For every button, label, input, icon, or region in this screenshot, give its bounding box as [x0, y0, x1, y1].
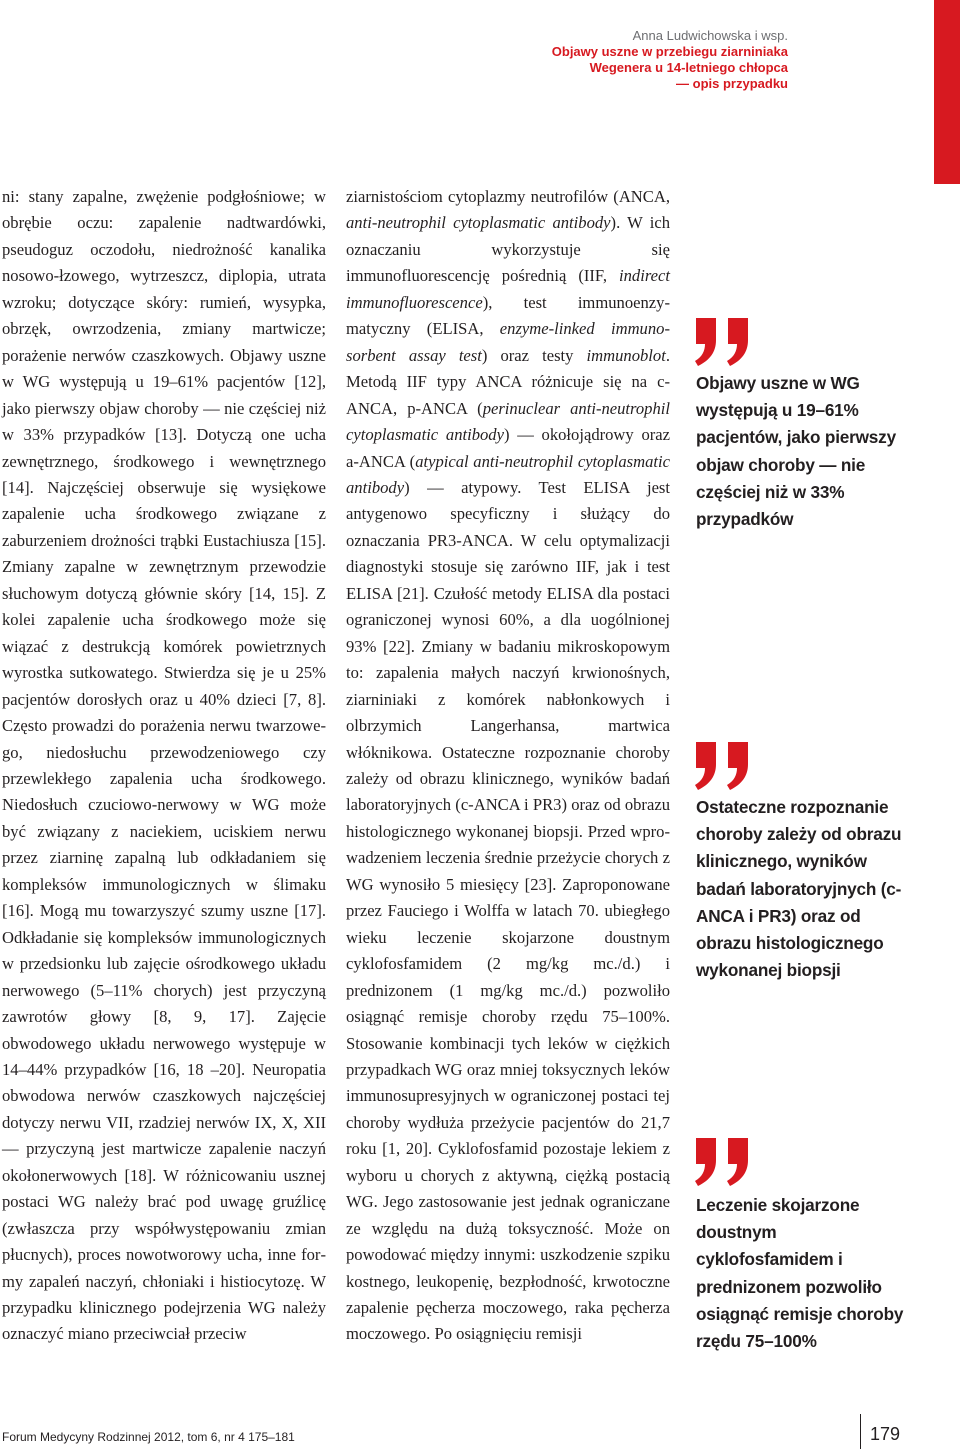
text-run: ). W ich oznaczaniu wykorzystuje się immunofluorescencję pośrednią (IIF,	[346, 213, 670, 286]
text-run-italic: immunoblot	[586, 345, 666, 365]
pull-quote-2: Ostateczne rozpoznanie choroby zależy od obrazu klinicznego, wyników badań laboratoryjnych (c-ANCA i PR3) oraz od obrazu histologicznego wykonanej biopsji	[696, 797, 902, 981]
body-text-left: ni: stany zapalne, zwężenie podgłośniowe; w obrębie oczu: zapalenie nadtwardówki, pseudoguz oczodołu, niedrożność kanalika nosowo-łzowego, wytrzeszcz, diplopia, utrata wzroku; dotyczące skóry: rumień, wysypka, obrzęk, owrzodzenia, zmiany martwicze; porażenie nerwów czaszkowych. Objawy uszne w WG występują u 19–61% pacjentów [12], jako pierwszy objaw choroby — nie częściej niż w 33% przypadków [13]. Dotyczą one ucha zewnętrznego, środkowego i wewnętrznego [14]. Najczęściej obserwuje się wysiękowe zapalenie ucha środkowego związane z zaburzeniem drożności trąbki Eustachiusza [15]. Zmiany zapalne w zewnętrznym przewodzie słuchowym dotyczą głównie skóry [14, 15]. Z kolei zapalenie ucha środkowego może się wiązać z destrukcją komórek powietrznych wyrostka sutkowatego. Stwierdza się je u 25% pacjentów dorosłych oraz u 40% dzieci [7, 8]. Często prowadzi do porażenia nerwu twarzowego, niedosłuchu przewodzeniowego czy przewlekłego zapalenia ucha środkowego. Niedosłuch czuciowo-nerwowy w WG może być związany z naciekiem, uciskiem nerwu przez ziarninę zapalną lub odkładaniem się kompleksów immunologicznych w ślimaku [16]. Mogą mu towarzyszyć szumy uszne [17]. Odkładanie się kompleksów immunologicznych w przedsionku lub zajęcie ośrodkowego układu nerwowego (5–11% chorych) jest przyczyną zawrotów głowy [8, 9, 17]. Zajęcie obwodowego układu nerwowego występuje w 14–44% przypadków [16, 18 –20]. Neuropatia obwodowa nerwów czaszkowych najczęściej dotyczy nerwu VII, rzadziej nerwów IX, X, XII — przyczyną jest martwicze zapalenie naczyń okołonerwowych [18]. W różnicowaniu usznej postaci WG należy brać pod uwagę gruźlicę (zwłaszcza przy współwystępowaniu zmian płucnych), proces nowotworowy ucha, inne formy zapaleń naczyń, chłoniaki i histiocytozę. W przypadku klinicznego podejrzenia WG należy oznaczyć miano przeciwciał przeciw	[2, 187, 326, 1344]
text-run: ) oraz testy	[481, 345, 587, 365]
running-head-title-line2: Wegenera u 14-letniego chłopca	[589, 60, 788, 75]
text-run: . Metodą IIF typy ANCA różnicuje się na c-ANCA, p-ANCA (	[346, 345, 670, 418]
running-head-author: Anna Ludwichowska i wsp.	[632, 28, 788, 43]
running-head-title-line1: Objawy uszne w przebiegu ziarniniaka	[551, 44, 788, 59]
quote-mark-icon	[692, 742, 762, 802]
text-run-italic: anti-neutrophil cytoplasmatic antibody	[346, 213, 611, 233]
running-head	[388, 28, 788, 92]
quote-mark-icon	[692, 1138, 754, 1186]
body-text-middle	[346, 184, 670, 1348]
section-tab-marker	[934, 0, 960, 184]
quote-mark-icon	[692, 318, 754, 366]
body-column-left	[2, 184, 326, 1348]
quote-mark-icon	[692, 318, 762, 378]
text-run-italic: indirect immunofluorescence	[346, 266, 670, 312]
pull-quote-3: Leczenie skojarzone doustnym cyklofosfamidem i prednizonem pozwoliło osiągnąć remisje choroby rzędu 75–100%	[696, 1195, 904, 1352]
footer-divider	[860, 1414, 861, 1449]
text-run: ziarnistościom cytoplazmy neutrofilów (ANCA,	[346, 187, 670, 206]
quote-mark-icon	[692, 1138, 762, 1198]
text-run: ), test immunoenzymatyczny (ELISA,	[346, 292, 670, 339]
text-run-italic: perinuclear anti-neutrophil cytoplasmatic antibody	[346, 398, 670, 445]
journal-footer: Forum Medycyny Rodzinnej 2012, tom 6, nr 4 175–181	[2, 1430, 295, 1444]
text-run-italic: enzyme-linked immunosorbent assay test	[346, 319, 670, 365]
text-run-italic: atypical anti-neutrophil cytoplasmatic antibody	[346, 451, 670, 497]
text-run: ) — okołojądrowy oraz a-ANCA (	[346, 425, 670, 471]
running-head-title-line3: — opis przypadku	[676, 76, 788, 91]
pull-quote-1: Objawy uszne w WG występują u 19–61% pacjentów, jako pierwszy objaw choroby — nie częściej niż w 33% przypadków	[696, 373, 896, 530]
page-number: 179	[870, 1424, 901, 1444]
text-run: ) — atypowy. Test ELISA jest antygenowo specyficzny i służący do oznaczania PR3-ANCA. W celu optymalizacji diagnostyki stosuje się zarówno IIF, jak i test ELISA [21]. Czułość metody ELISA dla postaci ograniczonej wynosi 60%, a dla uogólnionej 93% [22]. Zmiany w badaniu mikroskopowym to: zapalenia małych naczyń krwionośnych, ziarniniaki z komórek nabłonkowych i olbrzymich Langerhansa, martwica włóknikowa. Ostateczne rozpoznanie choroby zależy od obrazu klinicznego, wyników badań laboratoryjnych (c-ANCA i PR3) oraz od obrazu histologicznego wykonanej biopsji. Przed wprowadzeniem leczenia średnie przeżycie chorych z WG wynosiło 5 miesięcy [23]. Zaproponowane przez Fauciego i Wolffa w latach 70. ubiegłego wieku leczenie skojarzone doustnym cyklofosfamidem (2 mg/kg mc./d.) i prednizonem (1 mg/kg mc./d.) pozwoliło osiągnąć remisje choroby rzędu 75–100%. Stosowanie kombinacji tych leków w ciężkich przypadkach WG oraz mniej toksycznych leków immunosupresyjnych w ograniczonej postaci tej choroby wydłuża przeżycie pacjentów do 21,7 roku [1, 20]. Cyklofosfamid pozostaje lekiem z wyboru u chorych z aktywną, ciężką postacią WG. Jego zastosowanie jest jednak ograniczane ze względu na dużą toksyczność. Może on powodować między innymi: uszkodzenie szpiku kostnego, leukopenię, bezpłodność, krwotoczne zapalenie pęcherza moczowego, raka pęcherza moczowego. Po osiągnięciu remisji	[346, 477, 670, 1344]
body-column-middle	[346, 184, 670, 1348]
quote-mark-icon	[692, 742, 754, 790]
